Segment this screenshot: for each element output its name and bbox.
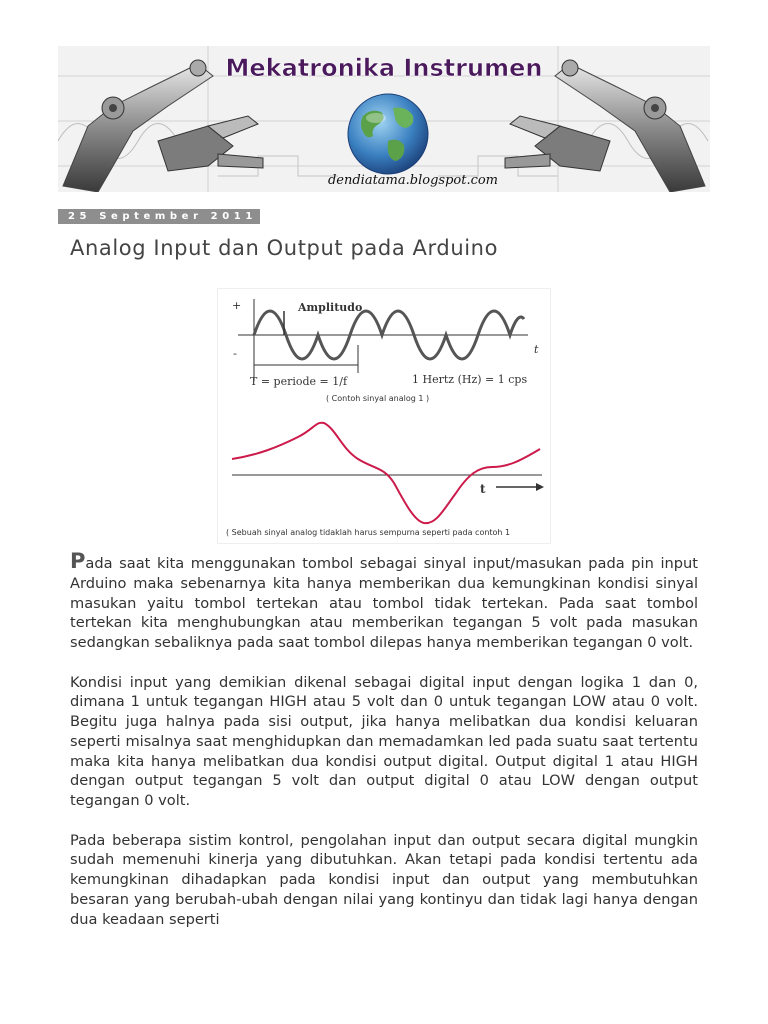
blog-header-banner[interactable]: [58, 46, 710, 192]
amplitude-label: Amplitudo: [298, 301, 363, 314]
irregular-analog-signal: [232, 423, 540, 523]
hertz-label: 1 Hertz (Hz) = 1 cps: [412, 373, 528, 386]
banner-url: dendiatama.blogspot.com: [327, 173, 499, 188]
article-paragraph-3: Pada beberapa sistim kontrol, pengolahan input dan output secara digital mungkin sudah memenuhi kinerja yang dibutuhkan. Akan tetapi pada kondisi tertentu ada kemungkinan dihadapkan pada kondisi input dan output yang membutuhkan besaran yang berubah-ubah dengan nilai yang kontinyu dan tidak lagi hanya dengan dua keadaan seperti: [70, 831, 698, 928]
banner-title: Mekatronika Instrumen: [225, 54, 543, 82]
post-date: 25 September 2011: [58, 209, 260, 224]
article-paragraph-2: Kondisi input yang demikian dikenal sebagai digital input dengan logika 1 dan 0, dimana 1 untuk tegangan HIGH atau 5 volt dan 0 untuk tegangan LOW atau 0 volt. Begitu juga halnya pada sisi output, jika hanya melibatkan dua kondisi keluaran seperti misalnya saat menghidupkan dan memadamkan led pada suatu saat tertentu maka kita hanya melibatkan dua kondisi output digital. Output digital 1 atau HIGH dengan output tegangan 5 volt dan output digital 0 atau LOW dengan output tegangan 0 volt.: [70, 673, 698, 809]
caption-analog-2: ( Sebuah sinyal analog tidaklah harus sempurna seperti pada contoh 1: [226, 528, 511, 537]
drop-cap: P: [70, 549, 86, 573]
banner-artwork: [58, 46, 710, 192]
minus-label: -: [233, 347, 237, 360]
t-arrow-label: t: [480, 482, 486, 496]
time-arrow-head: [536, 483, 544, 491]
analog-signal-diagram: [218, 289, 550, 543]
post-title[interactable]: Analog Input dan Output pada Arduino: [70, 236, 499, 260]
t-axis-label: t: [534, 343, 539, 356]
period-label: T = periode = 1/f: [250, 375, 348, 388]
caption-analog-1: ( Contoh sinyal analog 1 ): [326, 394, 430, 403]
globe-graphic: [348, 94, 428, 174]
analog-signal-figure: [217, 288, 551, 544]
article-paragraph-1: [70, 549, 698, 653]
article-body: [70, 549, 698, 949]
article-paragraph-1-text: ada saat kita menggunakan tombol sebagai sinyal input/masukan pada pin input Arduino maka sebenarnya kita hanya memberikan dua kemungkinan kondisi sinyal masukan yaitu tombol tertekan atau tombol tidak tertekan. Pada saat tombol tertekan kita menghubungkan atau memberikan tegangan 5 volt pada masukan sedangkan sebaliknya pada saat tombol dilepas hanya memberikan tegangan 0 volt.: [70, 555, 698, 651]
plus-label: +: [232, 299, 242, 312]
